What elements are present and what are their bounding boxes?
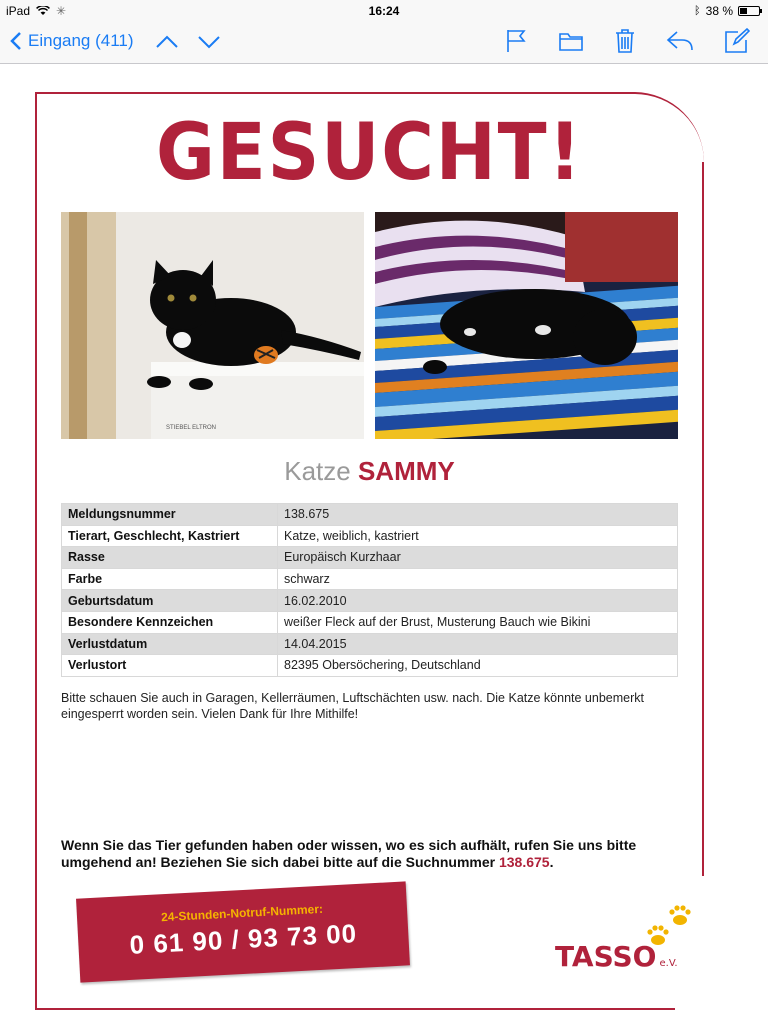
- detail-key: Verlustdatum: [62, 633, 278, 655]
- table-row: [62, 568, 678, 590]
- poster-headline: GESUCHT!: [156, 108, 583, 198]
- table-row: [62, 547, 678, 569]
- bluetooth-icon: ᛒ: [694, 5, 701, 17]
- activity-icon: ✳: [56, 4, 67, 18]
- detail-value: Europäisch Kurzhaar: [278, 547, 678, 569]
- table-row: [62, 525, 678, 547]
- cat-photo-sitting: [61, 212, 364, 439]
- status-bar: [0, 0, 768, 22]
- trash-icon[interactable]: [614, 28, 636, 54]
- table-row: [62, 504, 678, 526]
- org-name: TASSO: [555, 940, 657, 973]
- flag-icon[interactable]: [504, 28, 528, 54]
- compose-icon[interactable]: [724, 28, 750, 54]
- battery-fill: [740, 8, 747, 14]
- back-label: Eingang (411): [28, 31, 134, 50]
- reply-icon[interactable]: [666, 28, 694, 54]
- detail-key: Rasse: [62, 547, 278, 569]
- org-suffix: e.V.: [659, 958, 678, 969]
- detail-value: 82395 Obersöchering, Deutschland: [278, 655, 678, 677]
- table-row: [62, 633, 678, 655]
- search-number: 138.675: [498, 854, 550, 870]
- details-table: [61, 503, 678, 677]
- chevron-left-icon: [10, 31, 22, 51]
- poster-right-border: [702, 162, 704, 877]
- detail-value: 14.04.2015: [278, 633, 678, 655]
- tasso-logo: [555, 940, 678, 973]
- hotline-label: 24-Stunden-Notruf-Nummer:: [160, 901, 324, 925]
- chevron-down-icon[interactable]: [197, 31, 221, 53]
- detail-value: Katze, weiblich, kastriert: [278, 525, 678, 547]
- call-end: .: [549, 854, 554, 870]
- device-label: iPad: [6, 4, 31, 18]
- detail-value: weißer Fleck auf der Brust, Musterung Bauch wie Bikini: [278, 611, 678, 633]
- call-text: Wenn Sie das Tier gefunden haben oder wissen, wo es sich aufhält, rufen Sie uns bitte umgehend an! Beziehen Sie sich dabei bitte auf die Suchnummer: [61, 837, 637, 870]
- battery-percent: 38 %: [705, 4, 733, 18]
- hotline-banner: [76, 881, 410, 982]
- battery-icon: [738, 6, 760, 16]
- detail-key: Besondere Kennzeichen: [62, 611, 278, 633]
- cat-name-heading: [35, 456, 704, 487]
- detail-key: Verlustort: [62, 655, 278, 677]
- cat-photo-lying: [375, 212, 678, 439]
- heater-label: STIEBEL ELTRON: [166, 425, 217, 431]
- search-note: Bitte schauen Sie auch in Garagen, Kellerräumen, Luftschächten usw. nach. Die Katze könnte unbemerkt eingesperrt worden sein. Vielen Dank für Ihre Mithilfe!: [61, 691, 644, 721]
- mail-toolbar: [0, 22, 768, 64]
- species-label: Katze: [284, 456, 351, 486]
- back-to-inbox-button[interactable]: [10, 31, 134, 51]
- detail-key: Farbe: [62, 568, 278, 590]
- poster-bottom-border: [35, 1008, 704, 1010]
- cat-name: SAMMY: [357, 456, 455, 486]
- detail-key: Geburtsdatum: [62, 590, 278, 612]
- table-row: [62, 611, 678, 633]
- detail-value: 16.02.2010: [278, 590, 678, 612]
- chevron-up-icon[interactable]: [155, 31, 179, 53]
- table-row: [62, 655, 678, 677]
- folder-icon[interactable]: [558, 28, 584, 54]
- detail-key: Meldungsnummer: [62, 504, 278, 526]
- detail-value: 138.675: [278, 504, 678, 526]
- detail-value: schwarz: [278, 568, 678, 590]
- table-row: [62, 590, 678, 612]
- call-to-action: [61, 837, 681, 871]
- detail-key: Tierart, Geschlecht, Kastriert: [62, 525, 278, 547]
- clock: 16:24: [368, 4, 400, 18]
- hotline-number[interactable]: 0 61 90 / 93 73 00: [128, 918, 358, 960]
